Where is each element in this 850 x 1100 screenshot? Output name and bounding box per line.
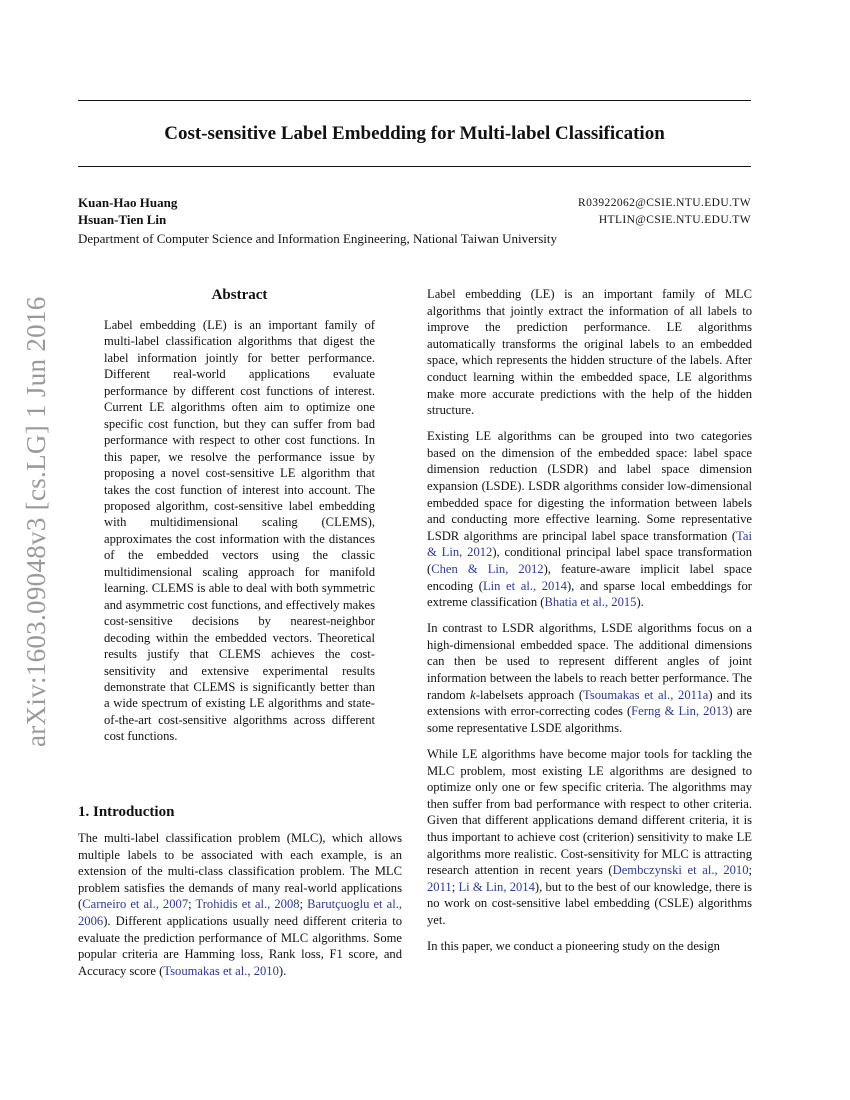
arxiv-identifier: arXiv:1603.09048v3 [cs.LG] 1 Jun 2016 xyxy=(21,296,51,747)
author-email[interactable]: HTLIN@CSIE.NTU.EDU.TW xyxy=(598,214,751,226)
citation-link[interactable]: Trohidis et al., 2008 xyxy=(195,897,300,912)
text-run: ), conditional principal label space transformation ( xyxy=(427,545,752,576)
citation-link[interactable]: Tai & Lin, 2012 xyxy=(427,528,752,560)
citation-link[interactable]: Ferng & Lin, 2013 xyxy=(631,704,729,719)
abstract-text: Label embedding (LE) is an important family of multi-label classification algorithms that digest the label information jointly for better performance. Different real-world applications evaluate performance by different cost functions of interest. Current LE algorithms often aim to optimize one specific cost function, but they can suffer from bad performance with respect to other cost functions. In this paper, we resolve the performance issue by proposing a novel cost-sensitive LE algorithm that takes the cost function of interest into account. The proposed algorithm, cost-sensitive label embedding with multidimensional scaling (CLEMS), approximates the cost information with the distances of the embedded vectors using the classic multidimensional scaling approach for manifold learning. CLEMS is able to deal with both symmetric and asymmetric cost functions, and effectively makes cost-sensitive decisions by nearest-neighbor decoding within the embedded vectors. Theoretical results justify that CLEMS achieves the cost-sensitivity and extensive experimental results demonstrate that CLEMS is significantly better than a wide spectrum of existing LE algorithms and state-of-the-art cost-sensitive algorithms across different cost functions. xyxy=(104,318,375,744)
text-run: ), and sparse local embeddings for extreme classification ( xyxy=(427,578,752,610)
paragraph xyxy=(427,428,752,611)
citation-link[interactable]: Tsoumakas et al., 2010 xyxy=(163,963,279,978)
text-run: ; xyxy=(188,897,196,912)
intro-paragraph xyxy=(78,830,402,979)
text-run: Existing LE algorithms can be grouped into two categories based on the dimension of the embedded space: label space dimension reduction (LSDR) and label space dimension expansion (LSDE). LSDR algorithms consider low-dimensional embedded space for digesting the information between labels and conducting more effective learning. Some representative LSDR algorithms are principal label space transformation ( xyxy=(427,429,752,543)
right-column xyxy=(427,286,752,964)
citation-link[interactable]: 2011 xyxy=(427,879,452,894)
citation-link[interactable]: Carneiro et al., 2007 xyxy=(82,897,189,912)
math-variable: k xyxy=(470,687,476,702)
title-bottom-rule xyxy=(78,166,751,167)
top-rule xyxy=(78,100,751,101)
paragraph xyxy=(427,620,752,736)
text-run: ). xyxy=(636,595,644,610)
paragraph xyxy=(427,746,752,929)
citation-link[interactable]: Dembczynski et al., 2010 xyxy=(612,863,749,878)
paragraph: Label embedding (LE) is an important family of MLC algorithms that jointly extract the information of all labels to improve the prediction performance. LE algorithms automatically transforms the original labels to an embedded space, which represents the hidden structure of the labels. After conduct learning within the embedded space, LE algorithms make more accurate predictions with the help of the hidden structure. xyxy=(427,287,752,418)
text-run: In contrast to LSDR algorithms, LSDE algorithms focus on a high-dimensional embedded space. The additional dimensions can then be used to represent different angles of joint information between the labels to reach better performance. The random xyxy=(427,621,752,702)
citation-link[interactable]: Barutçuoglu et al., 2006 xyxy=(78,897,403,928)
text-run: ) and its extensions with error-correcting codes ( xyxy=(427,687,753,719)
text-run: ), feature-aware implicit label space encoding ( xyxy=(427,562,752,593)
text-run: ; xyxy=(451,879,459,894)
abstract-heading: Abstract xyxy=(211,287,268,303)
text-run: ), but to the best of our knowledge, there is no work on cost-sensitive label embedding (CSLE) algorithms yet. xyxy=(427,879,752,927)
paragraph: In this paper, we conduct a pioneering study on the design xyxy=(427,938,720,953)
text-run: ). Different applications usually need different criteria to evaluate the prediction performance of MLC algorithms. Some popular criteria are Hamming loss, Rank loss, F1 score, and Accuracy score ( xyxy=(78,913,402,978)
author-row-1 xyxy=(78,194,751,212)
section-heading-introduction: 1. Introduction xyxy=(78,804,175,820)
text-run: -labelsets approach ( xyxy=(475,687,584,702)
author-email[interactable]: R03922062@CSIE.NTU.EDU.TW xyxy=(578,197,751,209)
text-run: ) are some representative LSDE algorithms. xyxy=(427,704,752,735)
author-name: Hsuan-Tien Lin xyxy=(78,212,167,227)
citation-link[interactable]: Bhatia et al., 2015 xyxy=(544,595,637,610)
author-row-2 xyxy=(78,211,751,229)
paper-title: Cost-sensitive Label Embedding for Multi-label Classification xyxy=(164,123,665,144)
citation-link[interactable]: Tsoumakas et al., 2011a xyxy=(583,687,709,702)
text-run: ; xyxy=(299,897,308,912)
author-name: Kuan-Hao Huang xyxy=(78,195,178,210)
citation-link[interactable]: Li & Lin, 2014 xyxy=(458,879,535,894)
text-run: ; xyxy=(748,863,753,878)
citation-link[interactable]: Lin et al., 2014 xyxy=(482,578,567,593)
affiliation: Department of Computer Science and Information Engineering, National Taiwan University xyxy=(78,231,557,246)
text-run: The multi-label classification problem (MLC), which allows multiple labels to be associated with each example, is an extension of the multi-class classification problem. The MLC problem satisfies the demands of many real-world applications ( xyxy=(78,831,402,912)
text-run: While LE algorithms have become major tools for tackling the MLC problem, most existing LE algorithms are designed to optimize only one or few specific criteria. The algorithms may then suffer from bad performance with respect to other criteria. Given that different applications demand different criteria, it is thus important to achieve cost (criterion) sensitivity to make LE algorithms more realistic. Cost-sensitivity for MLC is attracting research attention in recent years ( xyxy=(427,746,752,878)
text-run: ). xyxy=(278,963,287,978)
citation-link[interactable]: Chen & Lin, 2012 xyxy=(431,562,544,576)
